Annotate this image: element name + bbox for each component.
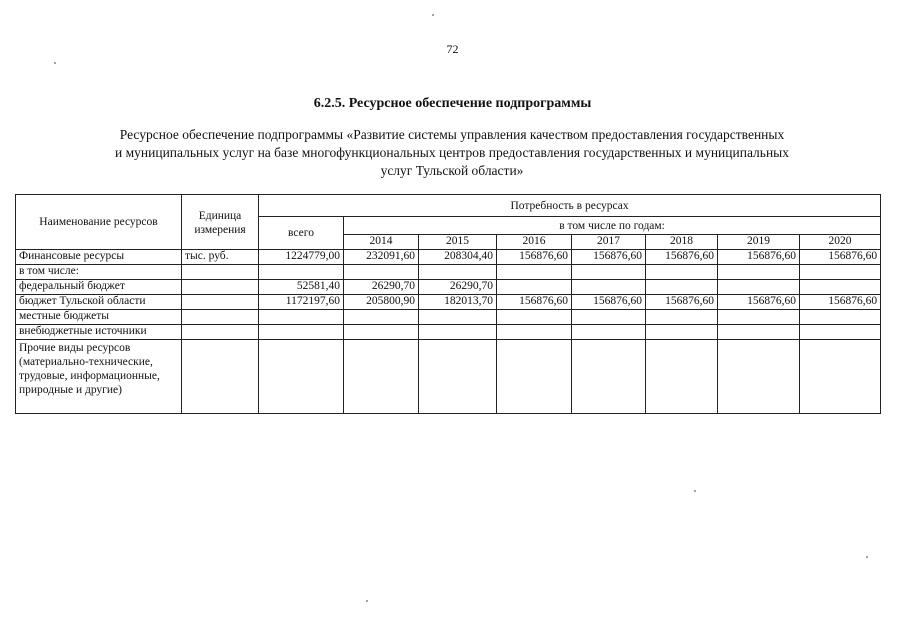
row-year-value: 156876,60 <box>800 250 881 265</box>
row-year-value: 156876,60 <box>800 295 881 310</box>
row-name: местные бюджеты <box>16 310 182 325</box>
row-year-value <box>800 325 881 340</box>
scan-speck <box>54 62 56 64</box>
page-number: 72 <box>446 42 459 56</box>
table-row <box>16 280 881 295</box>
resources-table <box>15 194 881 414</box>
row-year-value <box>344 265 419 280</box>
subprogram-description <box>62 126 842 180</box>
header-total: всего <box>259 217 344 250</box>
row-unit <box>182 340 259 414</box>
section-title: 6.2.5. Ресурсное обеспечение подпрограммы <box>313 96 592 111</box>
table-row-other-resources <box>16 340 881 414</box>
row-unit: тыс. руб. <box>182 250 259 265</box>
description-line: и муниципальных услуг на базе многофункциональных центров предоставления государственных и муниципальных <box>115 145 789 160</box>
row-year-value: 156876,60 <box>646 250 718 265</box>
row-total: 1224779,00 <box>259 250 344 265</box>
row-total <box>259 265 344 280</box>
row-year-value <box>419 310 497 325</box>
row-year-value <box>572 280 646 295</box>
scan-speck <box>866 556 868 558</box>
row-year-value <box>572 340 646 414</box>
header-year: 2016 <box>497 235 572 250</box>
row-unit <box>182 325 259 340</box>
row-year-value <box>497 325 572 340</box>
row-year-value <box>419 265 497 280</box>
row-name: федеральный бюджет <box>16 280 182 295</box>
row-year-value <box>572 265 646 280</box>
row-year-value: 156876,60 <box>718 295 800 310</box>
row-name: внебюджетные источники <box>16 325 182 340</box>
header-year: 2014 <box>344 235 419 250</box>
row-year-value <box>718 265 800 280</box>
row-year-value <box>572 325 646 340</box>
header-year: 2018 <box>646 235 718 250</box>
table-row <box>16 250 881 265</box>
scan-speck <box>366 600 368 602</box>
description-line: услуг Тульской области» <box>380 163 524 178</box>
row-year-value <box>344 340 419 414</box>
table-row <box>16 295 881 310</box>
row-name: Прочие виды ресурсов (материально-технические, трудовые, информационные, природные и другие) <box>16 340 182 414</box>
row-year-value <box>800 340 881 414</box>
row-unit <box>182 310 259 325</box>
row-total <box>259 325 344 340</box>
row-year-value <box>419 325 497 340</box>
row-year-value <box>800 310 881 325</box>
row-year-value <box>646 265 718 280</box>
scan-speck <box>432 14 434 16</box>
row-year-value: 156876,60 <box>572 295 646 310</box>
row-name: в том числе: <box>16 265 182 280</box>
table-row <box>16 265 881 280</box>
row-name: бюджет Тульской области <box>16 295 182 310</box>
row-year-value <box>344 310 419 325</box>
row-year-value <box>497 310 572 325</box>
row-year-value <box>800 280 881 295</box>
header-year: 2020 <box>800 235 881 250</box>
scan-speck <box>694 490 696 492</box>
row-year-value: 205800,90 <box>344 295 419 310</box>
row-year-value: 26290,70 <box>419 280 497 295</box>
row-year-value <box>497 340 572 414</box>
row-total: 1172197,60 <box>259 295 344 310</box>
row-year-value <box>646 325 718 340</box>
row-year-value: 156876,60 <box>718 250 800 265</box>
row-year-value <box>718 310 800 325</box>
header-resource-need: Потребность в ресурсах <box>259 195 881 217</box>
row-unit <box>182 280 259 295</box>
row-year-value <box>718 280 800 295</box>
row-name: Финансовые ресурсы <box>16 250 182 265</box>
table-row <box>16 310 881 325</box>
row-total <box>259 310 344 325</box>
row-year-value <box>646 280 718 295</box>
row-unit <box>182 265 259 280</box>
header-year: 2017 <box>572 235 646 250</box>
row-year-value <box>646 310 718 325</box>
row-year-value <box>344 325 419 340</box>
row-year-value <box>646 340 718 414</box>
row-year-value <box>419 340 497 414</box>
header-year: 2019 <box>718 235 800 250</box>
row-year-value <box>800 265 881 280</box>
row-year-value: 182013,70 <box>419 295 497 310</box>
row-year-value: 208304,40 <box>419 250 497 265</box>
row-year-value <box>718 340 800 414</box>
header-resource-name: Наименование ресурсов <box>16 195 182 250</box>
row-year-value <box>572 310 646 325</box>
row-total: 52581,40 <box>259 280 344 295</box>
header-year: 2015 <box>419 235 497 250</box>
row-year-value: 156876,60 <box>497 295 572 310</box>
row-unit <box>182 295 259 310</box>
description-line: Ресурсное обеспечение подпрограммы «Развитие системы управления качеством предоставления государственных <box>119 127 785 142</box>
row-year-value: 156876,60 <box>646 295 718 310</box>
row-year-value: 156876,60 <box>497 250 572 265</box>
row-total <box>259 340 344 414</box>
row-year-value: 26290,70 <box>344 280 419 295</box>
row-year-value <box>718 325 800 340</box>
table-row <box>16 325 881 340</box>
row-year-value <box>497 265 572 280</box>
header-unit: Единица измерения <box>182 195 259 250</box>
row-year-value: 232091,60 <box>344 250 419 265</box>
row-year-value: 156876,60 <box>572 250 646 265</box>
header-by-years: в том числе по годам: <box>344 217 881 235</box>
row-year-value <box>497 280 572 295</box>
